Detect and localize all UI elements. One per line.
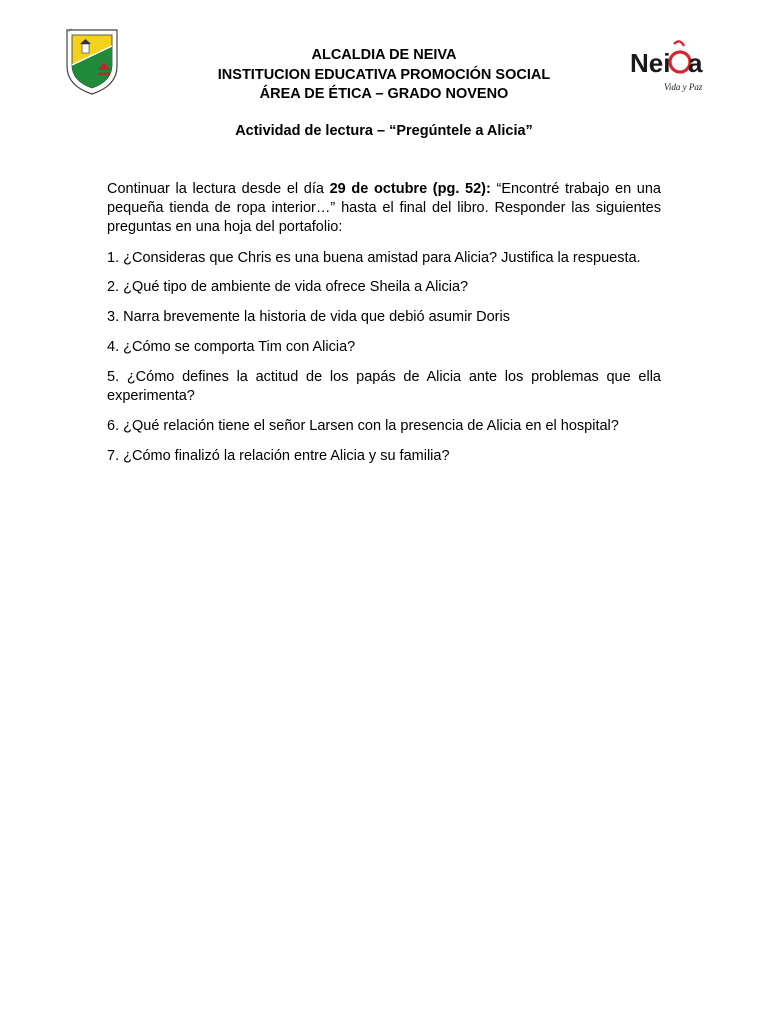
question-7: 7. ¿Cómo finalizó la relación entre Alicia y su familia? (107, 447, 450, 464)
question-5: 5. ¿Cómo defines la actitud de los papás de Alicia ante los problemas que ella experimenta? (107, 368, 661, 404)
intro-text-start: Continuar la lectura desde el día (107, 181, 330, 197)
svg-text:a: a (688, 48, 703, 78)
document-body (107, 180, 661, 476)
question-6: 6. ¿Qué relación tiene el señor Larsen con la presencia de Alicia en el hospital? (107, 417, 619, 434)
activity-title: Actividad de lectura – “Pregúntele a Alicia” (235, 123, 533, 139)
intro-text-end: “Encontré trabajo en una pequeña tienda de ropa interior…” hasta el final del libro. Responder las siguientes preguntas en una hoja del portafolio: (107, 181, 661, 236)
document-header (150, 46, 618, 105)
intro-paragraph (107, 180, 661, 238)
header-area: ÁREA DE ÉTICA – GRADO NOVENO (259, 86, 509, 102)
school-crest-logo (64, 26, 120, 96)
header-municipality: ALCALDIA DE NEIVA (311, 47, 457, 63)
question-2: 2. ¿Qué tipo de ambiente de vida ofrece Sheila a Alicia? (107, 279, 469, 296)
neiva-logo-tagline: Vida y Paz (664, 82, 703, 92)
intro-date-bold: 29 de octubre (pg. 52): (329, 181, 491, 197)
question-3: 3. Narra brevemente la historia de vida que debió asumir Doris (107, 309, 510, 326)
question-1: 1. ¿Consideras que Chris es una buena amistad para Alicia? Justifica la respuesta. (107, 249, 641, 266)
header-institution: INSTITUCION EDUCATIVA PROMOCIÓN SOCIAL (217, 66, 551, 83)
question-4: 4. ¿Cómo se comporta Tim con Alicia? (107, 339, 356, 355)
neiva-logo-text: Nei (630, 48, 671, 78)
neiva-brand-logo (628, 34, 708, 94)
